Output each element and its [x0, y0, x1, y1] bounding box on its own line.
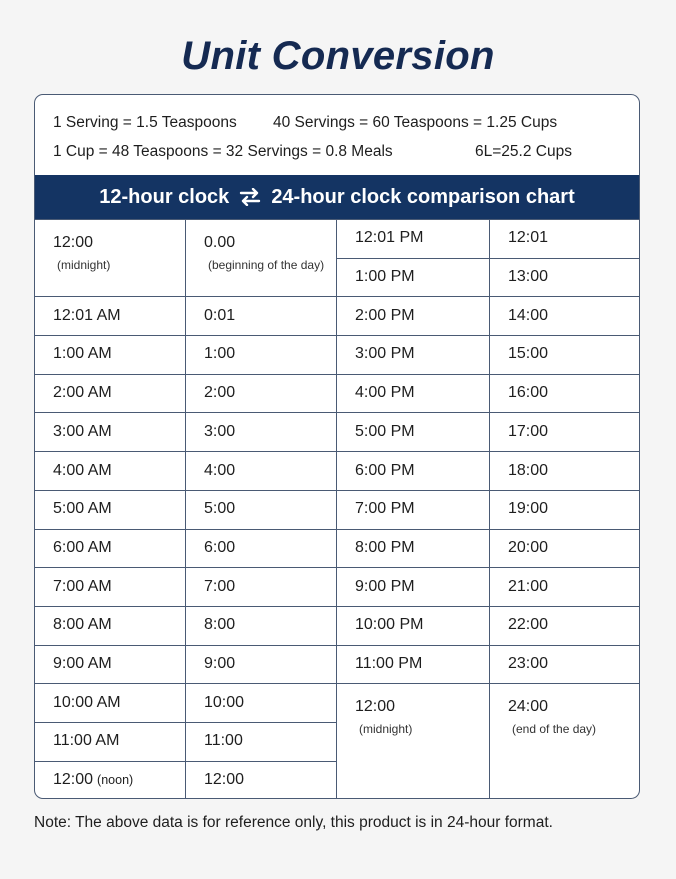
hour24-value: 1:00 [204, 345, 236, 363]
hour12-value: 8:00 PM [355, 538, 415, 556]
hour12-value: 2:00 AM [53, 384, 112, 402]
hour12-value: 10:00 AM [53, 693, 121, 711]
banner-right-label: 24-hour clock comparison chart [271, 185, 575, 208]
divider [489, 220, 490, 799]
table-cell [35, 491, 186, 530]
table-cell [186, 452, 337, 491]
swap-arrows-icon [239, 188, 261, 206]
table-cell [337, 414, 490, 453]
table-cell [186, 568, 337, 607]
hour12-value: 12:00 [53, 770, 94, 788]
hour12-value: 12:00 [53, 234, 94, 251]
hour24-value: 6:00 [204, 538, 236, 556]
hour12-value: 3:00 PM [355, 345, 415, 363]
hour24-note: (beginning of the day) [208, 258, 325, 272]
hour24-value: 17:00 [508, 422, 549, 440]
table-cell [490, 530, 640, 569]
hour24-value: 19:00 [508, 500, 549, 518]
hour12-value: 1:00 PM [355, 268, 415, 286]
hour12-value: 5:00 PM [355, 422, 415, 440]
table-cell [186, 530, 337, 569]
hour12-value: 12:00 [355, 698, 396, 716]
hour24-value: 10:00 [204, 693, 245, 711]
table-cell [337, 607, 490, 646]
hour24-value: 24:00 [508, 698, 549, 716]
table-cell [337, 530, 490, 569]
hour24-value: 12:00 [204, 770, 245, 788]
table-cell [337, 684, 490, 799]
hour12-value-wrap [53, 771, 133, 789]
conversion-card [34, 94, 640, 799]
hour24-value: 15:00 [508, 345, 549, 363]
footer-note: Note: The above data is for reference only, this product is in 24-hour format. [34, 814, 553, 831]
table-cell [35, 452, 186, 491]
hour24-value: 18:00 [508, 461, 549, 479]
table-cell [186, 491, 337, 530]
table-cell [186, 607, 337, 646]
table-cell [35, 646, 186, 685]
table-cell [490, 491, 640, 530]
table-cell [186, 684, 337, 723]
hour12-value: 7:00 AM [53, 577, 112, 595]
hour12-value: 11:00 PM [355, 655, 423, 673]
column-24h-am [186, 220, 337, 799]
table-cell [337, 375, 490, 414]
table-cell [337, 336, 490, 375]
hour12-value: 3:00 AM [53, 422, 112, 440]
table-cell [490, 414, 640, 453]
table-cell [490, 297, 640, 336]
hour12-value: 2:00 PM [355, 306, 415, 324]
divider [336, 220, 337, 799]
hour24-value: 7:00 [204, 577, 236, 595]
table-cell [337, 646, 490, 685]
hour12-value: 6:00 PM [355, 461, 415, 479]
hour24-value: 0:01 [204, 306, 236, 324]
hour24-value: 12:01 [508, 229, 549, 247]
hour24-value: 23:00 [508, 655, 549, 673]
table-cell [186, 646, 337, 685]
hour12-value: 7:00 PM [355, 500, 415, 518]
table-cell [35, 530, 186, 569]
table-cell [490, 568, 640, 607]
column-24h-pm [490, 220, 640, 799]
divider [185, 220, 186, 799]
table-cell [490, 375, 640, 414]
table-cell [490, 220, 640, 259]
hour12-value: 8:00 AM [53, 616, 112, 634]
hour12-value: 12:01 AM [53, 306, 121, 324]
table-cell [35, 568, 186, 607]
table-cell [490, 684, 640, 799]
conversion-line-3: 1 Cup = 48 Teaspoons = 32 Servings = 0.8 Meals [53, 143, 393, 160]
table-cell [186, 375, 337, 414]
page-title: Unit Conversion [181, 34, 495, 78]
hour24-value: 5:00 [204, 500, 236, 518]
hour12-value: 10:00 PM [355, 616, 424, 634]
hour24-value: 9:00 [204, 655, 236, 673]
hour24-value: 14:00 [508, 306, 549, 324]
table-cell [490, 452, 640, 491]
hour24-value: 8:00 [204, 616, 236, 634]
hour24-value: 0.00 [204, 234, 236, 251]
hour12-value: 12:01 PM [355, 229, 424, 247]
clock-table [35, 219, 639, 799]
hour12-value: 11:00 AM [53, 732, 120, 750]
table-cell [35, 684, 186, 723]
table-cell [337, 568, 490, 607]
table-cell [35, 220, 186, 297]
table-cell [490, 259, 640, 298]
hour12-value: 5:00 AM [53, 500, 112, 518]
table-cell [186, 414, 337, 453]
column-12h-pm [337, 220, 490, 799]
table-cell [337, 220, 490, 259]
table-cell [490, 646, 640, 685]
conversion-line-4: 6L=25.2 Cups [475, 143, 572, 160]
column-12h-am [35, 220, 186, 799]
table-cell [186, 336, 337, 375]
table-cell [35, 762, 186, 799]
table-cell [490, 336, 640, 375]
hour24-value: 21:00 [508, 577, 549, 595]
table-cell [186, 297, 337, 336]
table-cell [35, 607, 186, 646]
hour24-note: (end of the day) [512, 722, 597, 737]
table-cell [337, 452, 490, 491]
hour24-value: 11:00 [204, 732, 243, 750]
hour12-note: (noon) [97, 772, 134, 787]
hour24-value: 20:00 [508, 538, 549, 556]
hour12-value: 9:00 PM [355, 577, 415, 595]
table-cell [35, 336, 186, 375]
table-cell [35, 297, 186, 336]
chart-banner [35, 175, 639, 219]
hour24-value: 2:00 [204, 384, 236, 402]
hour24-value: 22:00 [508, 616, 549, 634]
hour12-value: 4:00 PM [355, 384, 415, 402]
hour12-note: (midnight) [359, 722, 413, 737]
table-cell [490, 607, 640, 646]
hour24-value: 16:00 [508, 384, 549, 402]
hour24-value: 13:00 [508, 268, 549, 286]
hour24-value: 3:00 [204, 422, 236, 440]
hour12-value: 4:00 AM [53, 461, 112, 479]
table-cell [337, 259, 490, 298]
hour12-value: 6:00 AM [53, 538, 112, 556]
table-cell [35, 723, 186, 762]
table-cell [35, 375, 186, 414]
hour12-value: 9:00 AM [53, 655, 112, 673]
hour12-note: (midnight) [57, 258, 111, 272]
table-cell [337, 491, 490, 530]
conversion-line-1: 1 Serving = 1.5 Teaspoons [53, 114, 237, 131]
conversion-line-2: 40 Servings = 60 Teaspoons = 1.25 Cups [273, 114, 558, 131]
table-cell [35, 414, 186, 453]
table-cell [337, 297, 490, 336]
banner-left-label: 12-hour clock [99, 185, 230, 208]
table-cell [186, 723, 337, 762]
table-cell [186, 762, 337, 799]
table-cell [186, 220, 337, 297]
hour12-value: 1:00 AM [53, 345, 112, 363]
hour24-value: 4:00 [204, 461, 236, 479]
